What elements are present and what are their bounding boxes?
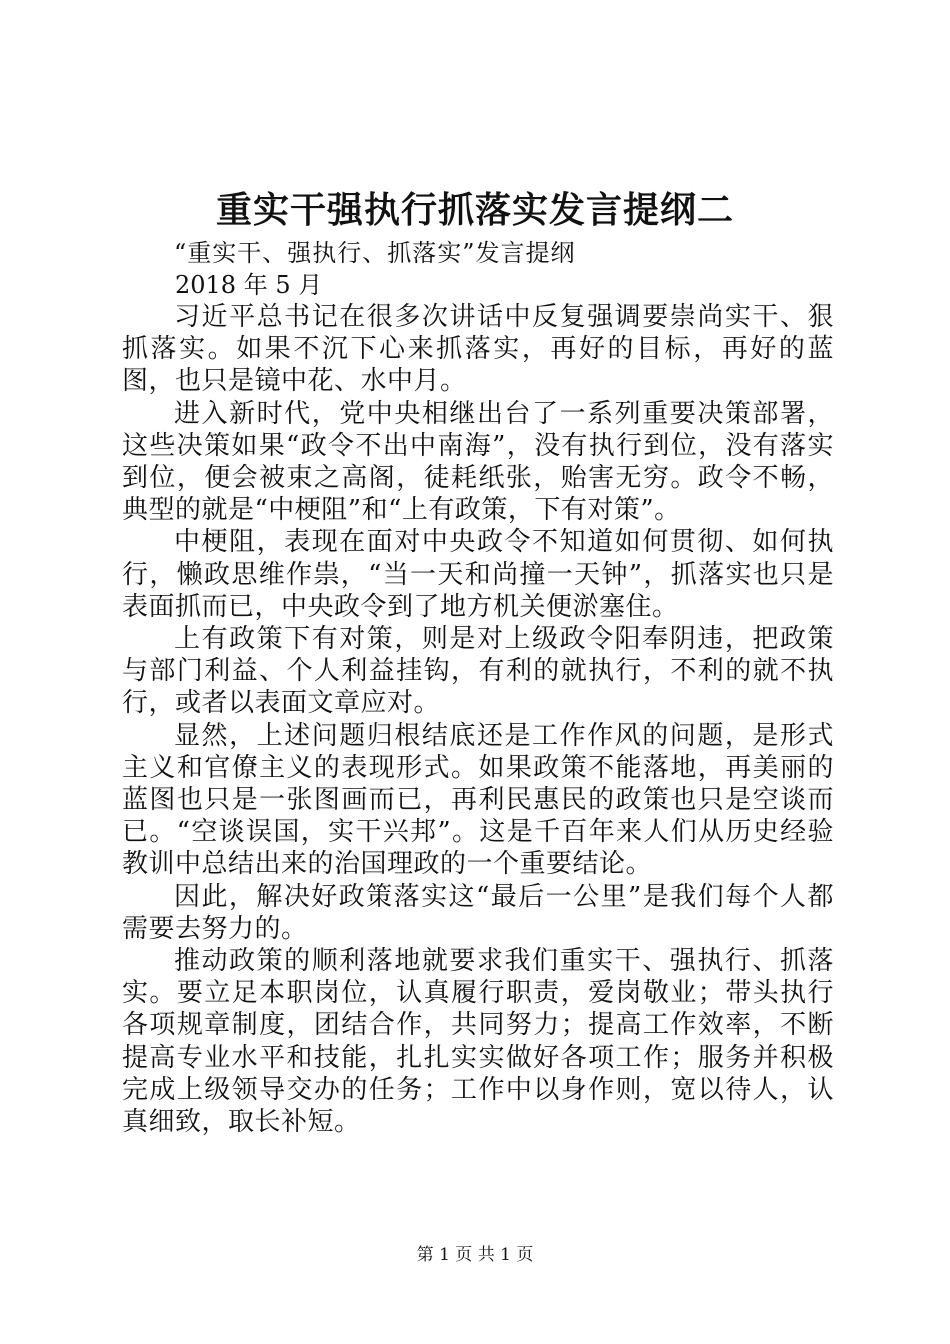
paragraph: 习近平总书记在很多次讲话中反复强调要崇尚实干、狠抓落实。如果不沉下心来抓落实，再好的目标，再好的蓝图，也只是镜中花、水中月。 bbox=[122, 302, 834, 397]
paragraph: 显然，上述问题归根结底还是工作作风的问题，是形式主义和官僚主义的表现形式。如果政策不能落地，再美丽的蓝图也只是一张图画而已，再利民惠民的政策也只是空谈而已。“空谈误国，实干兴邦”。这是千百年来人们从历史经验教训中总结出来的治国理政的一个重要结论。 bbox=[122, 720, 834, 880]
paragraph: 推动政策的顺利落地就要求我们重实干、强执行、抓落实。要立足本职岗位，认真履行职责，爱岗敬业；带头执行各项规章制度，团结合作，共同努力；提高工作效率，不断提高专业水平和技能，扎扎实实做好各项工作；服务并积极完成上级领导交办的任务；工作中以身作则，宽以待人，认真细致，取长补短。 bbox=[122, 946, 834, 1138]
paragraph: 中梗阻，表现在面对中央政令不知道如何贯彻、如何执行，懒政思维作祟，“当一天和尚撞一天钟”，抓落实也只是表面抓而已，中央政令到了地方机关便淤塞住。 bbox=[122, 527, 834, 622]
document-title: 重实干强执行抓落实发言提纲二 bbox=[215, 189, 734, 231]
document-body bbox=[122, 237, 834, 1138]
paragraph: 上有政策下有对策，则是对上级政令阳奉阴违，把政策与部门利益、个人利益挂钩，有利的就执行，不利的就不执行，或者以表面文章应对。 bbox=[122, 624, 834, 719]
page-number-footer: 第 1 页 共 1 页 bbox=[416, 1245, 534, 1265]
paragraph: 因此，解决好政策落实这“最后一公里”是我们每个人都需要去努力的。 bbox=[122, 881, 834, 944]
paragraph: 进入新时代，党中央相继出台了一系列重要决策部署，这些决策如果“政令不出中南海”，没有执行到位，没有落实到位，便会被束之高阁，徒耗纸张，贻害无穷。政令不畅，典型的就是“中梗阻”和“上有政策，下有对策”。 bbox=[122, 398, 834, 526]
document-date: 2018 年 5 月 bbox=[175, 271, 323, 299]
document-subtitle: “重实干、强执行、抓落实”发言提纲 bbox=[174, 239, 576, 267]
